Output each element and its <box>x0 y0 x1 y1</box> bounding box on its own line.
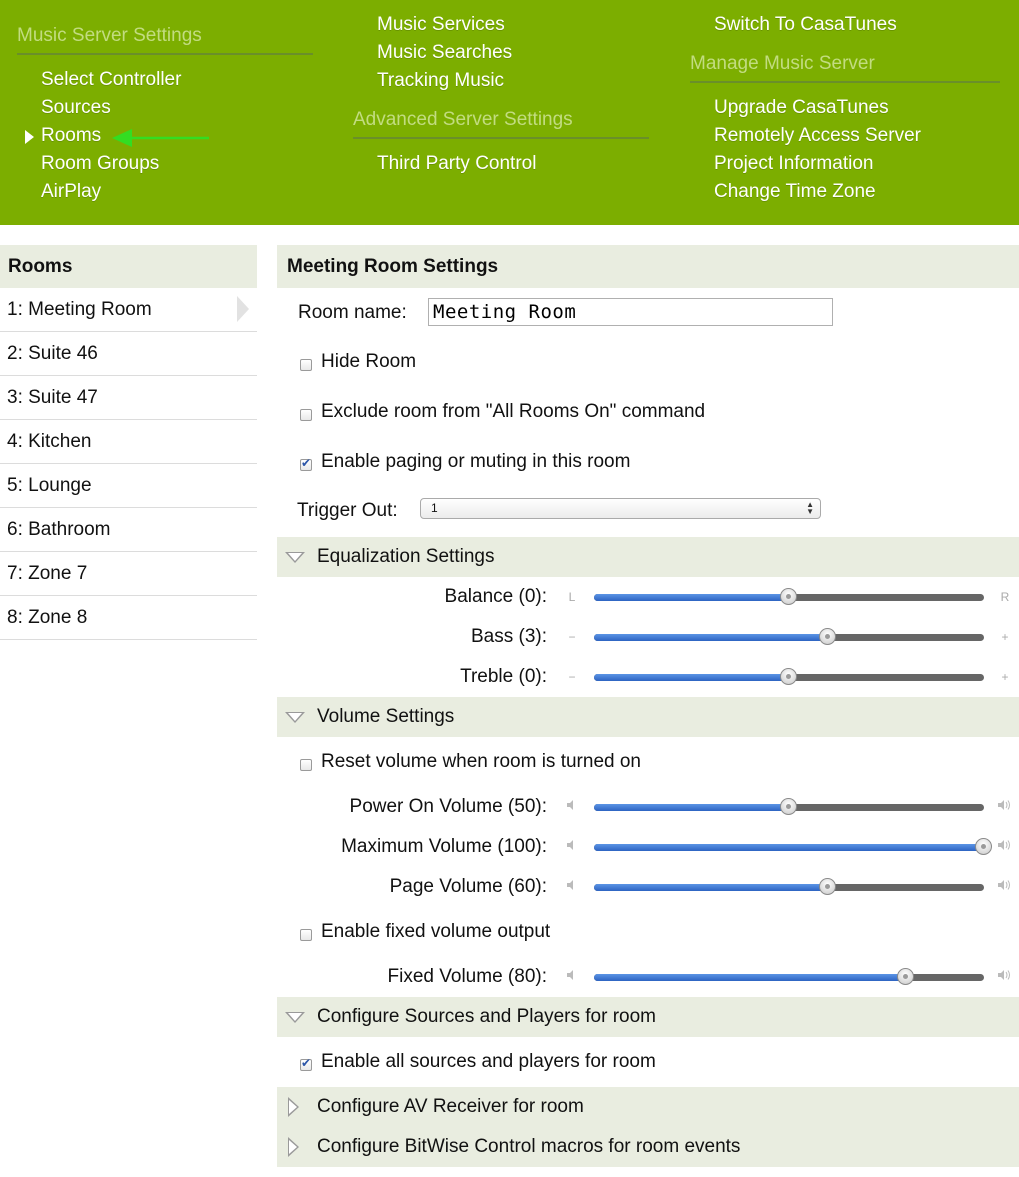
page-volume-row <box>277 875 1019 899</box>
room-item-6[interactable]: 6: Bathroom <box>0 508 257 552</box>
fixed-volume-output-checkbox[interactable] <box>300 929 312 941</box>
balance-min-icon: L <box>568 590 576 604</box>
section-bitwise-macros[interactable] <box>277 1127 1019 1167</box>
speaker-low-icon <box>564 875 580 899</box>
top-navigation <box>0 0 1019 225</box>
nav-link-airplay[interactable]: AirPlay <box>41 181 102 202</box>
speaker-low-icon <box>564 795 580 819</box>
balance-row <box>277 585 1019 609</box>
balance-max-icon: R <box>1000 590 1010 604</box>
power-on-volume-row <box>277 795 1019 819</box>
panel-title: Meeting Room Settings <box>277 245 1019 288</box>
room-item-4[interactable]: 4: Kitchen <box>0 420 257 464</box>
page-volume-slider-thumb[interactable] <box>819 878 836 895</box>
treble-slider-fill <box>594 674 789 681</box>
nav-link-sources[interactable]: Sources <box>41 97 111 118</box>
nav-link-third-party-control[interactable]: Third Party Control <box>377 153 537 174</box>
speaker-low-icon <box>564 965 580 989</box>
nav-heading-music-server-settings: Music Server Settings <box>17 25 313 55</box>
speaker-low-icon <box>564 835 580 859</box>
power-on-volume-slider[interactable] <box>594 804 984 811</box>
fixed-volume-output-label: Enable fixed volume output <box>321 921 551 942</box>
room-list <box>0 245 257 640</box>
nav-link-tracking-music[interactable]: Tracking Music <box>377 70 505 91</box>
speaker-high-icon <box>997 875 1013 899</box>
reset-volume-label: Reset volume when room is turned on <box>321 751 641 772</box>
select-arrows-icon: ▲ ▼ <box>806 500 814 516</box>
treble-label: Treble (0): <box>460 666 547 687</box>
speaker-high-icon <box>997 835 1013 859</box>
nav-link-music-searches[interactable]: Music Searches <box>377 42 513 63</box>
treble-slider-thumb[interactable] <box>780 668 797 685</box>
fixed-volume-slider-fill <box>594 974 906 981</box>
fixed-volume-label: Fixed Volume (80): <box>387 966 547 987</box>
section-sources-players-title: Configure Sources and Players for room <box>317 1006 656 1027</box>
page-volume-label: Page Volume (60): <box>389 876 547 897</box>
section-volume[interactable] <box>277 697 1019 737</box>
maximum-volume-slider-fill <box>594 844 984 851</box>
enable-paging-label: Enable paging or muting in this room <box>321 451 631 472</box>
balance-slider-fill <box>594 594 789 601</box>
nav-heading-advanced-server-settings: Advanced Server Settings <box>353 109 649 139</box>
nav-link-change-time-zone[interactable]: Change Time Zone <box>714 181 876 202</box>
room-item-8[interactable]: 8: Zone 8 <box>0 596 257 640</box>
treble-max-icon: + <box>1001 670 1009 684</box>
bass-min-icon: − <box>568 630 576 644</box>
room-item-2[interactable]: 2: Suite 46 <box>0 332 257 376</box>
speaker-high-icon <box>997 795 1013 819</box>
trigger-out-label: Trigger Out: <box>297 500 398 521</box>
power-on-volume-label: Power On Volume (50): <box>349 796 547 817</box>
page-volume-slider[interactable] <box>594 884 984 891</box>
bass-slider[interactable] <box>594 634 984 641</box>
treble-row <box>277 665 1019 689</box>
balance-label: Balance (0): <box>444 586 547 607</box>
room-list-header: Rooms <box>0 245 257 288</box>
exclude-all-rooms-on-checkbox[interactable] <box>300 409 312 421</box>
exclude-all-rooms-on-label: Exclude room from "All Rooms On" command <box>321 401 706 422</box>
bass-row <box>277 625 1019 649</box>
room-name-label: Room name: <box>298 302 407 323</box>
trigger-out-select[interactable] <box>420 498 821 519</box>
fixed-volume-slider[interactable] <box>594 974 984 981</box>
maximum-volume-slider[interactable] <box>594 844 984 851</box>
expanded-triangle-icon <box>285 552 305 563</box>
section-sources-players[interactable] <box>277 997 1019 1037</box>
treble-slider[interactable] <box>594 674 984 681</box>
balance-slider-thumb[interactable] <box>780 588 797 605</box>
room-item-7[interactable]: 7: Zone 7 <box>0 552 257 596</box>
expanded-triangle-icon <box>285 712 305 723</box>
collapsed-triangle-icon <box>288 1137 299 1157</box>
active-indicator-icon <box>25 130 34 144</box>
bass-slider-fill <box>594 634 828 641</box>
bass-slider-thumb[interactable] <box>819 628 836 645</box>
section-av-receiver-title: Configure AV Receiver for room <box>317 1096 584 1117</box>
power-on-volume-slider-fill <box>594 804 789 811</box>
hide-room-label: Hide Room <box>321 351 417 372</box>
fixed-volume-slider-thumb[interactable] <box>897 968 914 985</box>
nav-link-music-services[interactable]: Music Services <box>377 14 505 35</box>
room-item-1[interactable]: 1: Meeting Room <box>0 288 257 332</box>
fixed-volume-row <box>277 965 1019 989</box>
bass-max-icon: + <box>1001 630 1009 644</box>
enable-all-sources-checkbox[interactable] <box>300 1059 312 1071</box>
nav-link-project-information[interactable]: Project Information <box>714 153 874 174</box>
maximum-volume-slider-thumb[interactable] <box>975 838 992 855</box>
nav-heading-manage-music-server: Manage Music Server <box>690 53 1000 83</box>
section-volume-title: Volume Settings <box>317 706 455 727</box>
maximum-volume-label: Maximum Volume (100): <box>341 836 547 857</box>
section-equalization-title: Equalization Settings <box>317 546 495 567</box>
speaker-high-icon <box>997 965 1013 989</box>
nav-link-remotely-access-server[interactable]: Remotely Access Server <box>714 125 921 146</box>
bass-label: Bass (3): <box>470 626 547 647</box>
reset-volume-checkbox[interactable] <box>300 759 312 771</box>
nav-link-switch-to-casatunes[interactable]: Switch To CasaTunes <box>714 14 897 35</box>
room-settings-panel <box>277 245 1019 1177</box>
enable-paging-checkbox[interactable] <box>300 459 312 471</box>
nav-link-room-groups[interactable]: Room Groups <box>41 153 160 174</box>
room-name-input[interactable] <box>428 298 833 326</box>
nav-link-rooms[interactable]: Rooms <box>41 125 102 146</box>
section-equalization[interactable] <box>277 537 1019 577</box>
room-item-3[interactable]: 3: Suite 47 <box>0 376 257 420</box>
expanded-triangle-icon <box>285 1012 305 1023</box>
nav-link-select-controller[interactable]: Select Controller <box>41 69 182 90</box>
collapsed-triangle-icon <box>288 1097 299 1117</box>
treble-min-icon: − <box>568 670 576 684</box>
enable-all-sources-label: Enable all sources and players for room <box>321 1051 656 1072</box>
balance-slider[interactable] <box>594 594 984 601</box>
room-item-5[interactable]: 5: Lounge <box>0 464 257 508</box>
nav-link-upgrade-casatunes[interactable]: Upgrade CasaTunes <box>714 97 889 118</box>
section-bitwise-macros-title: Configure BitWise Control macros for room events <box>317 1136 741 1157</box>
page-volume-slider-fill <box>594 884 828 891</box>
section-av-receiver[interactable] <box>277 1087 1019 1127</box>
power-on-volume-slider-thumb[interactable] <box>780 798 797 815</box>
maximum-volume-row <box>277 835 1019 859</box>
hide-room-checkbox[interactable] <box>300 359 312 371</box>
green-pointer-arrow-icon <box>112 127 210 149</box>
trigger-out-value: 1 <box>431 501 438 515</box>
